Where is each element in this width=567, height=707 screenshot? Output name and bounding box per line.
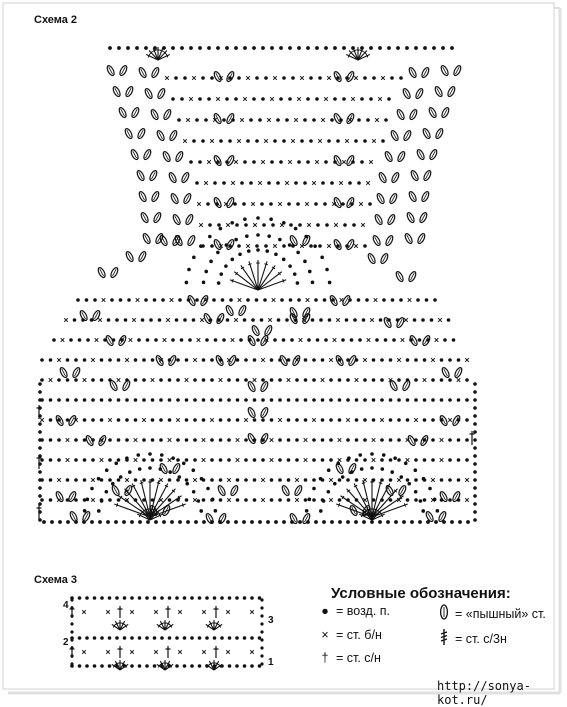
skirt-row [40, 478, 469, 482]
row-number-3: 3 [268, 615, 274, 626]
legend-item-trc [437, 628, 507, 649]
row-number-4: 4 [63, 600, 69, 611]
dot-icon: ● [321, 604, 329, 618]
legend-item-dc [318, 651, 381, 665]
legend-item-chain-label: = возд. п. [336, 604, 391, 618]
row-number-1: 1 [268, 657, 274, 668]
scheme3-pattern [70, 596, 264, 670]
skirt-row [40, 358, 469, 362]
scheme2-row [130, 149, 438, 167]
scheme3-fan [157, 620, 173, 630]
skirt-row [40, 418, 469, 422]
scheme2-title: Схема 2 [34, 14, 78, 26]
scheme3-title: Схема 3 [34, 574, 78, 586]
skirt-row [40, 378, 469, 382]
scheme2-pattern [37, 46, 477, 524]
scheme2-row [142, 233, 426, 251]
skirt-fan-2 [305, 452, 439, 520]
row-number-2: 2 [63, 637, 69, 648]
skirt-row [40, 458, 469, 462]
scheme2-row [112, 86, 456, 101]
legend-item-chain [318, 604, 390, 618]
skirt-fan-1 [83, 452, 217, 520]
cross-icon: × [321, 628, 329, 642]
dagger-icon: † [321, 651, 329, 665]
bodice-center-fan [185, 216, 332, 290]
skirt-row [64, 318, 450, 322]
yoke-fan-1 [146, 47, 170, 60]
legend-item-dc-label: = ст. с/н [336, 651, 381, 665]
scheme2-row [136, 170, 432, 185]
skirt-row [40, 498, 469, 502]
puff-icon [437, 604, 451, 623]
triple-stitch-icon [437, 628, 451, 649]
scheme3-fan [206, 620, 222, 630]
legend-item-sc-label: = ст. б/н [336, 628, 382, 642]
legend-item-puff [437, 604, 546, 623]
legend-item-trc-label: = ст. с/3н [455, 631, 507, 646]
yoke-fan-2 [346, 47, 370, 60]
legend-item-puff-label: = «пышный» ст. [455, 606, 546, 621]
scheme2-row [106, 65, 462, 83]
skirt-row [76, 298, 437, 302]
scheme2-row [118, 107, 450, 125]
scheme2-row [124, 128, 444, 143]
skirt-row [40, 398, 469, 402]
legend-item-sc [318, 628, 382, 642]
source-url: http://sonya-kot.ru/ [437, 679, 531, 707]
scheme3-fan [112, 620, 128, 630]
scheme2-row [138, 191, 430, 209]
legend-title: Условные обозначения: [331, 585, 511, 602]
